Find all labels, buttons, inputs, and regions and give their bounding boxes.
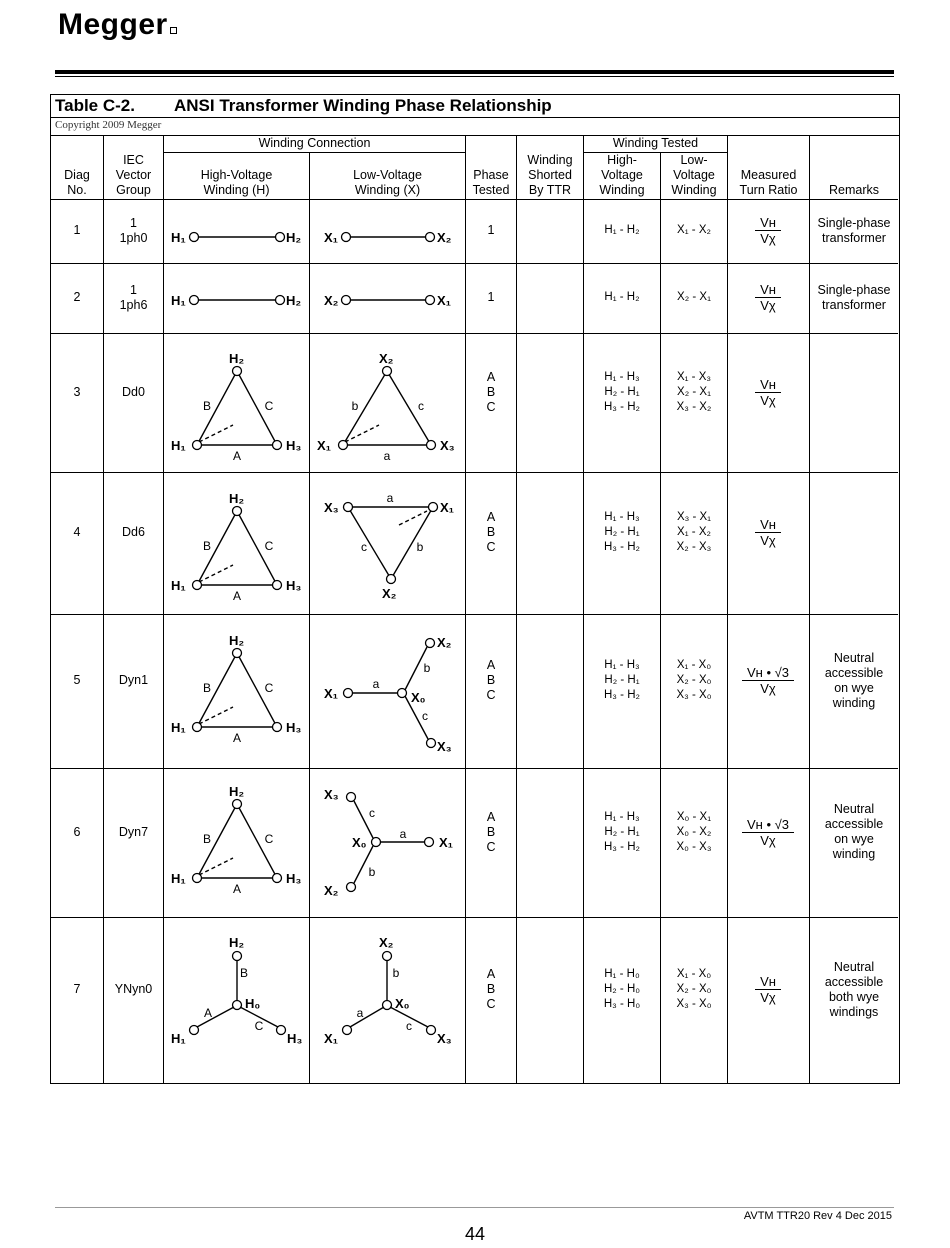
phase-label: b <box>368 865 376 879</box>
terminal-node <box>193 723 202 732</box>
ratio-denominator: Vχ <box>760 298 776 313</box>
header-line: No. <box>67 183 87 197</box>
winding-line <box>343 371 387 445</box>
phase-label: B <box>202 832 212 846</box>
terminal-label: X₃ <box>437 1031 452 1046</box>
terminal-node <box>344 503 353 512</box>
phase-label: c <box>418 399 424 413</box>
terminal-node <box>342 296 351 305</box>
cell-line: Dd6 <box>122 525 145 539</box>
header-line: Winding <box>599 183 645 197</box>
terminal-label: H₁ <box>171 871 186 886</box>
cell-line: H₁ - H₃ <box>604 511 640 523</box>
terminal-node <box>426 639 435 648</box>
cell-line: 6 <box>73 824 81 839</box>
terminal-node <box>426 233 435 242</box>
cell-line: A <box>486 809 496 824</box>
cell-line: Dyn7 <box>118 824 149 839</box>
cell-line: X₃ - X₀ <box>676 998 712 1010</box>
phase-label: c <box>406 1019 412 1033</box>
phase-label: A <box>232 882 242 896</box>
terminal-label: X₂ <box>379 351 394 366</box>
phase-label: b <box>423 661 431 675</box>
terminal-label: X₃ <box>324 787 339 802</box>
ratio-numerator: Vʜ • √3 <box>742 665 794 681</box>
cell-line: A <box>486 510 496 524</box>
header-line: Diag <box>64 168 90 182</box>
cell-line: H₁ - H₃ <box>604 810 640 823</box>
phase-label: a <box>372 677 380 691</box>
phase-label: B <box>202 399 212 413</box>
terminal-label: X₁ <box>324 1031 339 1046</box>
terminal-label: X₂ <box>437 635 452 650</box>
header-line: Phase <box>473 168 509 182</box>
cell-line: H₂ - H₁ <box>604 385 640 398</box>
terminal-label: X₂ <box>379 935 394 950</box>
cell-line: on wye <box>834 832 874 846</box>
cell-line: A <box>486 658 496 672</box>
terminal-label: X₃ <box>437 739 452 754</box>
phase-reference-line <box>399 511 427 525</box>
cell-line: X₁ - X₀ <box>676 968 712 980</box>
terminal-label: X₁ <box>317 438 332 453</box>
cell-line: both wye <box>828 989 880 1004</box>
cell-line: X₂ - X₁ <box>677 385 711 398</box>
header-line: Tested <box>472 183 510 197</box>
cell-line: H₃ - H₀ <box>603 998 641 1010</box>
header-line: Voltage <box>601 168 643 182</box>
terminal-label: X₀ <box>352 835 367 850</box>
winding-line <box>387 371 431 445</box>
cell-line: H₂ - H₀ <box>603 983 641 995</box>
terminal-label: H₁ <box>171 578 186 593</box>
ratio-denominator: Vχ <box>760 681 776 696</box>
header-line: Low-Voltage <box>353 168 422 182</box>
header-winding-tested: Winding Tested <box>612 136 699 150</box>
terminal-label: X₀ <box>411 690 426 705</box>
terminal-node <box>426 296 435 305</box>
cell-line: C <box>486 688 496 702</box>
terminal-node <box>193 581 202 590</box>
table-title: ANSI Transformer Winding Phase Relationship <box>174 96 552 115</box>
terminal-label: H₁ <box>171 230 186 245</box>
terminal-node <box>273 723 282 732</box>
cell-line: H₁ - H₂ <box>604 224 640 236</box>
header-line: Group <box>116 183 151 197</box>
terminal-node <box>342 233 351 242</box>
terminal-node <box>276 296 285 305</box>
terminal-node <box>233 507 242 516</box>
cell-line: accessible <box>824 817 884 831</box>
phase-label: A <box>232 449 242 463</box>
cell-line: 1ph0 <box>119 230 148 245</box>
cell-line: 1 <box>130 215 137 230</box>
cell-line: X₂ - X₁ <box>677 291 711 303</box>
cell-line: transformer <box>822 230 886 245</box>
terminal-node <box>347 883 356 892</box>
ratio-numerator: Vʜ • √3 <box>742 817 794 833</box>
header-line: Winding (H) <box>203 183 270 197</box>
terminal-label: X₂ <box>382 586 397 601</box>
cell-line: 1 <box>73 223 81 237</box>
cell-line: X₁ - X₀ <box>676 659 712 671</box>
terminal-label: H₂ <box>286 293 302 308</box>
terminal-node <box>383 1001 392 1010</box>
terminal-node <box>344 689 353 698</box>
ratio-numerator: Vʜ <box>755 517 781 533</box>
phase-label: a <box>399 827 407 841</box>
terminal-node <box>339 441 348 450</box>
winding-line <box>348 507 391 579</box>
cell-line: H₂ - H₁ <box>604 825 640 838</box>
header-line: Low- <box>680 153 708 167</box>
terminal-label: H₃ <box>286 438 302 453</box>
cell-line: H₁ - H₀ <box>604 968 640 980</box>
terminal-label: H₁ <box>171 1031 186 1046</box>
cell-line: H₁ - H₂ <box>604 291 640 303</box>
phase-label: c <box>422 709 428 723</box>
phase-label: A <box>232 589 242 603</box>
terminal-label: H₂ <box>229 935 245 950</box>
page-number: 44 <box>464 1224 486 1244</box>
phase-label: b <box>416 540 424 554</box>
cell-line: windings <box>829 1004 879 1019</box>
winding-line <box>350 1007 384 1027</box>
terminal-node <box>190 296 199 305</box>
ratio-numerator: Vʜ <box>755 974 781 990</box>
header-line: Vector <box>115 168 152 182</box>
cell-line: accessible <box>824 665 884 680</box>
terminal-node <box>233 1001 242 1010</box>
cell-line: Dyn1 <box>118 673 149 687</box>
phase-label: a <box>356 1006 364 1020</box>
winding-line <box>197 1007 234 1027</box>
document-reference: AVTM TTR20 Rev 4 Dec 2015 <box>743 1210 892 1222</box>
phase-reference-line <box>199 425 233 442</box>
cell-line: Neutral <box>833 802 875 816</box>
terminal-label: X₂ <box>324 293 339 308</box>
cell-line: winding <box>832 847 876 861</box>
cell-line: transformer <box>822 297 886 312</box>
phase-label: B <box>202 539 212 553</box>
terminal-node <box>429 503 438 512</box>
terminal-node <box>233 649 242 658</box>
header-line: Turn Ratio <box>739 183 798 197</box>
terminal-node <box>427 739 436 748</box>
cell-line: C <box>486 997 496 1011</box>
cell-line: B <box>486 982 496 996</box>
cell-line: B <box>486 384 496 399</box>
phase-label: A <box>203 1006 213 1020</box>
phase-label: C <box>264 681 274 695</box>
cell-line: X₂ - X₃ <box>676 541 712 553</box>
phase-label: A <box>232 731 242 745</box>
cell-line: H₂ - H₁ <box>604 526 640 538</box>
cell-line: X₂ - X₀ <box>676 674 712 686</box>
cell-line: 5 <box>73 673 81 687</box>
terminal-label: H₂ <box>286 230 302 245</box>
cell-line: X₃ - X₀ <box>676 689 712 701</box>
terminal-label: H₃ <box>286 720 302 735</box>
phase-reference-line <box>199 858 233 875</box>
cell-line: Dd0 <box>122 384 145 399</box>
cell-line: B <box>486 824 496 839</box>
terminal-label: X₀ <box>395 996 410 1011</box>
terminal-label: H₁ <box>171 438 186 453</box>
ratio-denominator: Vχ <box>760 990 776 1005</box>
phase-label: B <box>239 966 249 980</box>
terminal-node <box>233 367 242 376</box>
phase-reference-line <box>199 565 233 582</box>
cell-line: C <box>486 540 496 554</box>
header-line: High-Voltage <box>200 168 273 182</box>
header-line: Measured <box>740 168 797 182</box>
cell-line: C <box>486 839 496 854</box>
cell-line: 4 <box>73 525 81 539</box>
header-line: By TTR <box>528 183 572 197</box>
terminal-label: H₁ <box>171 720 186 735</box>
phase-label: C <box>264 539 274 553</box>
ratio-denominator: Vχ <box>760 533 776 548</box>
cell-line: 1 <box>487 223 495 237</box>
ratio-numerator: Vʜ <box>755 377 781 393</box>
terminal-node <box>347 793 356 802</box>
cell-line: Neutral <box>833 959 875 974</box>
ratio-denominator: Vχ <box>760 231 776 246</box>
header-rule <box>55 70 894 74</box>
cell-line: B <box>486 525 496 539</box>
header-remarks: Remarks <box>828 183 879 197</box>
terminal-node <box>427 441 436 450</box>
cell-line: X₂ - X₀ <box>676 983 712 995</box>
phase-label: C <box>264 832 274 846</box>
terminal-node <box>273 874 282 883</box>
terminal-label: H₃ <box>286 871 302 886</box>
megger-logo <box>58 8 177 42</box>
cell-line: 1ph6 <box>119 297 148 312</box>
cell-line: H₃ - H₂ <box>604 541 640 553</box>
terminal-label: X₃ <box>324 500 339 515</box>
cell-line: winding <box>832 695 876 710</box>
terminal-node <box>193 441 202 450</box>
header-winding-connection: Winding Connection <box>258 136 371 150</box>
ratio-numerator: Vʜ <box>755 282 781 298</box>
header-line: IEC <box>123 153 144 167</box>
phase-label: a <box>383 449 391 463</box>
phase-label: c <box>369 806 375 820</box>
terminal-label: H₁ <box>171 293 186 308</box>
cell-line: Single-phase <box>817 215 891 230</box>
phase-label: C <box>254 1019 264 1033</box>
phase-relationship-table <box>50 94 900 1084</box>
cell-line: H₁ - H₃ <box>604 370 640 383</box>
header-line: Winding (X) <box>354 183 421 197</box>
terminal-label: H₂ <box>229 351 245 366</box>
header-line: Winding <box>527 153 573 167</box>
terminal-node <box>383 952 392 961</box>
terminal-node <box>273 441 282 450</box>
terminal-node <box>383 367 392 376</box>
phase-reference-line <box>199 707 233 724</box>
cell-line: A <box>486 967 496 981</box>
cell-line: H₁ - H₃ <box>604 659 640 671</box>
terminal-node <box>233 800 242 809</box>
cell-line: X₃ - X₁ <box>676 511 712 523</box>
phase-label: b <box>351 399 359 413</box>
table-id: Table C-2. <box>55 96 135 115</box>
cell-line: Neutral <box>833 650 875 665</box>
header-line: Winding <box>671 183 717 197</box>
terminal-node <box>276 233 285 242</box>
terminal-label: X₃ <box>440 438 455 453</box>
ratio-denominator: Vχ <box>760 392 776 408</box>
terminal-label: H₂ <box>229 633 245 648</box>
cell-line: X₁ - X₂ <box>677 526 711 538</box>
cell-line: accessible <box>824 974 884 989</box>
header-rule-thin <box>55 76 894 77</box>
phase-label: c <box>361 540 367 554</box>
cell-line: A <box>486 369 496 384</box>
terminal-label: X₁ <box>439 835 454 850</box>
terminal-node <box>190 233 199 242</box>
cell-line: X₃ - X₂ <box>676 400 712 413</box>
cell-line: 2 <box>73 290 81 304</box>
header-line: Voltage <box>673 168 715 182</box>
cell-line: 1 <box>487 290 495 304</box>
terminal-label: X₂ <box>437 230 452 245</box>
terminal-label: X₁ <box>440 500 455 515</box>
phase-label: a <box>386 491 394 505</box>
terminal-label: H₀ <box>245 996 261 1011</box>
cell-line: Single-phase <box>817 282 891 297</box>
phase-label: C <box>264 399 274 413</box>
terminal-label: X₁ <box>324 230 339 245</box>
cell-line: YNyn0 <box>114 982 153 996</box>
terminal-label: H₃ <box>287 1031 303 1046</box>
cell-line: H₃ - H₂ <box>604 400 640 413</box>
cell-line: C <box>486 399 496 414</box>
header-line: High- <box>607 153 637 167</box>
cell-line: X₁ - X₃ <box>676 370 712 383</box>
copyright: Copyright 2009 Megger <box>55 119 162 131</box>
brand-name: Megger <box>58 8 168 41</box>
terminal-label: X₂ <box>324 883 339 898</box>
cell-line: H₃ - H₂ <box>604 689 640 701</box>
cell-line: H₃ - H₂ <box>604 840 640 853</box>
cell-line: 1 <box>130 282 137 297</box>
terminal-node <box>387 575 396 584</box>
terminal-node <box>273 581 282 590</box>
cell-line: H₂ - H₁ <box>604 674 640 686</box>
terminal-label: X₁ <box>324 686 339 701</box>
cell-line: on wye <box>834 680 874 695</box>
terminal-label: H₂ <box>229 491 245 506</box>
cell-line: 3 <box>73 384 81 399</box>
footer-rule <box>55 1207 894 1208</box>
logo-mark-icon <box>170 27 177 34</box>
cell-line: X₁ - X₂ <box>677 224 711 236</box>
terminal-node <box>425 838 434 847</box>
cell-line: 7 <box>73 982 81 996</box>
terminal-label: H₃ <box>286 578 302 593</box>
terminal-node <box>193 874 202 883</box>
terminal-label: H₂ <box>229 784 245 799</box>
terminal-label: X₁ <box>437 293 452 308</box>
cell-line: B <box>486 673 496 687</box>
cell-line: X₀ - X₂ <box>676 825 712 838</box>
cell-line: X₀ - X₁ <box>676 810 712 823</box>
winding-diagrams <box>51 95 898 1083</box>
cell-line: X₀ - X₃ <box>676 840 712 853</box>
ratio-numerator: Vʜ <box>755 215 781 231</box>
phase-label: B <box>202 681 212 695</box>
phase-label: b <box>392 966 400 980</box>
ratio-denominator: Vχ <box>760 832 776 848</box>
terminal-node <box>372 838 381 847</box>
terminal-node <box>233 952 242 961</box>
header-line: Shorted <box>528 168 572 182</box>
